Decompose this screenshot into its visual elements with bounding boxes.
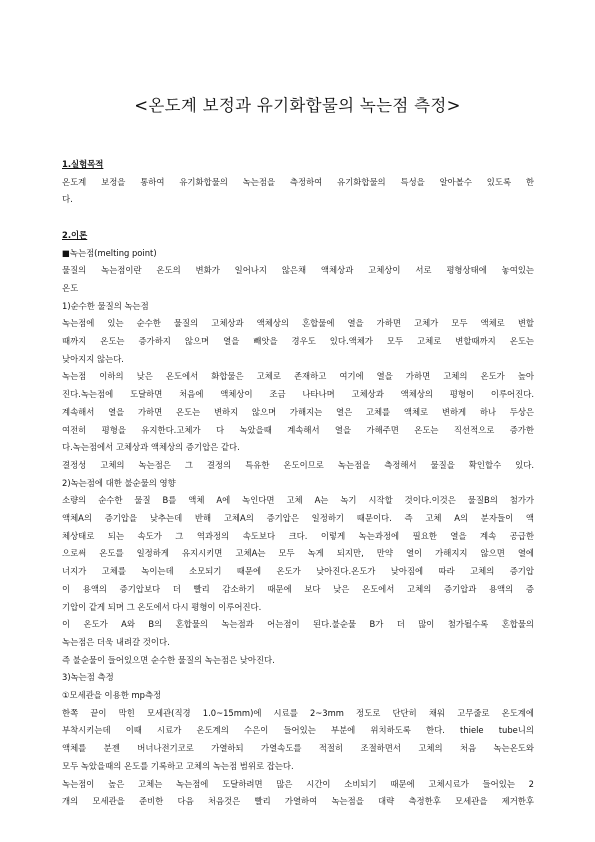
body-line: 너지가 고체를 녹이는데 소모되기 때문에 온도가 낮아진다.온도가 낮아짐에 따라 고체의 증기압 (62, 566, 534, 577)
body-line: 온도 (62, 282, 79, 293)
body-line: 개의 모세관을 준비한 다음 처음것은 빨리 가열하여 녹는점을 대략 측정한후 모세관을 제거한후 (62, 796, 534, 807)
body-line: 녹는점에 있는 순수한 물질의 고체상과 액체상의 혼합물에 열을 가하면 고체가 모두 액체로 변할 (62, 318, 534, 329)
body-line: 여전히 평형을 유지한다.고체가 다 녹았을때 계속해서 열을 가해주면 온도는 직선적으로 증가한 (62, 424, 534, 435)
body-line: 체상태로 되는 속도가 그 역과정의 속도보다 크다. 이렇게 녹는과정에 필요한 열을 계속 공급한 (62, 530, 534, 541)
body-line: 온도계 보정을 통하여 유기화합물의 녹는점을 측정하여 유기화합물의 특성을 알아볼수 있도록 한 (62, 176, 534, 187)
body-line: 녹는점 이하의 낮은 온도에서 화합물은 고체로 존재하고 여기에 열을 가하면 고체의 온도가 높아 (62, 371, 534, 382)
section-heading-purpose: 1.실험목적 (62, 159, 104, 169)
body-line: 진다.녹는점에 도달하면 처음에 액체상이 조금 나타나며 고체상과 액체상의 평형이 이루어진다. (62, 389, 534, 400)
body-line: 모두 녹았을때의 온도를 기록하고 고체의 녹는점 범위로 잡는다. (62, 760, 294, 771)
subheading: ①모세관을 이용한 mp측정 (62, 690, 162, 701)
body-line: 으로써 온도를 일정하게 유지시키면 고체A는 모두 녹게 되지만, 만약 열이 가해지지 않으면 열에 (62, 548, 534, 559)
document-body (62, 156, 534, 811)
body-line: 액체A의 증기압을 낮추는데 반해 고체A의 증기압은 일정하기 때문이다. 즉 고체 A의 분자들이 액 (62, 513, 534, 524)
paragraph-gap (62, 209, 534, 227)
body-line: 다. (62, 194, 73, 205)
body-line: ■녹는점(melting point) (62, 247, 157, 258)
body-line: 계속해서 열을 가하면 온도는 변하지 않으며 가해지는 열은 고체를 액체로 변하게 하나 두상은 (62, 406, 534, 417)
subheading: 2)녹는점에 대한 불순물의 영향 (62, 477, 176, 488)
body-line: 결정성 고체의 녹는점은 그 결정의 특유한 온도이므로 녹는점을 측정해서 물질을 확인할수 있다. (62, 459, 534, 470)
body-line: 즉 불순물이 들어있으면 순수한 물질의 녹는점은 낮아진다. (62, 654, 275, 665)
body-line: 다.녹는점에서 고체상과 액체상의 증기압은 같다. (62, 442, 240, 453)
body-line: 액체를 분젠 버너나전기코로 가열하되 가열속도를 적절히 조절하면서 고체의 처음 녹는온도와 (62, 743, 534, 754)
body-line: 소량의 순수한 물질 B를 액체 A에 녹인다면 고체 A는 녹기 시작할 것이다.이것은 물질B의 첨가가 (62, 495, 534, 506)
body-line: 녹는점이 높은 고체는 녹는점에 도달하려면 많은 시간이 소비되기 때문에 고체시료가 들어있는 2 (62, 778, 534, 789)
body-line: 낮아지지 않는다. (62, 353, 124, 364)
body-line: 녹는점은 더욱 내려갈 것이다. (62, 636, 170, 647)
body-line: 이 용액의 증기압보다 더 빨리 감소하기 때문에 보다 낮은 온도에서 고체의 증기압과 용액의 증 (62, 583, 534, 594)
body-line: 부착시키는데 이때 시료가 온도계의 수은이 들어있는 부분에 위치하도록 한다. thiele tube니의 (62, 725, 534, 736)
body-line: 때까지 온도는 증가하지 않으며 열을 빼앗을 경우도 있다.액체가 모두 고체로 변할때까지 온도는 (62, 336, 534, 347)
subheading: 1)순수한 물질의 녹는점 (62, 300, 149, 311)
section-heading-theory: 2.이론 (62, 229, 88, 240)
body-line: 한쪽 끝이 막힌 모세관(직경 1.0~15mm)에 시료를 2~3mm 정도로 단단히 채워 고무줄로 온도계에 (62, 707, 534, 718)
document-title: <온도계 보정과 유기화합물의 녹는점 측정> (134, 96, 461, 115)
subheading: 3)녹는점 측정 (62, 672, 114, 683)
body-line: 기압이 같게 되며 그 온도에서 다시 평형이 이루어진다. (62, 601, 262, 612)
body-line: 이 온도가 A와 B의 혼합물의 녹는점과 어는점이 된다.불순물 B가 더 많이 첨가될수록 혼합물의 (62, 619, 534, 630)
body-line: 물질의 녹는점이란 온도의 변화가 일어나지 않은채 액체상과 고체상이 서로 평형상태에 놓여있는 (62, 265, 534, 276)
